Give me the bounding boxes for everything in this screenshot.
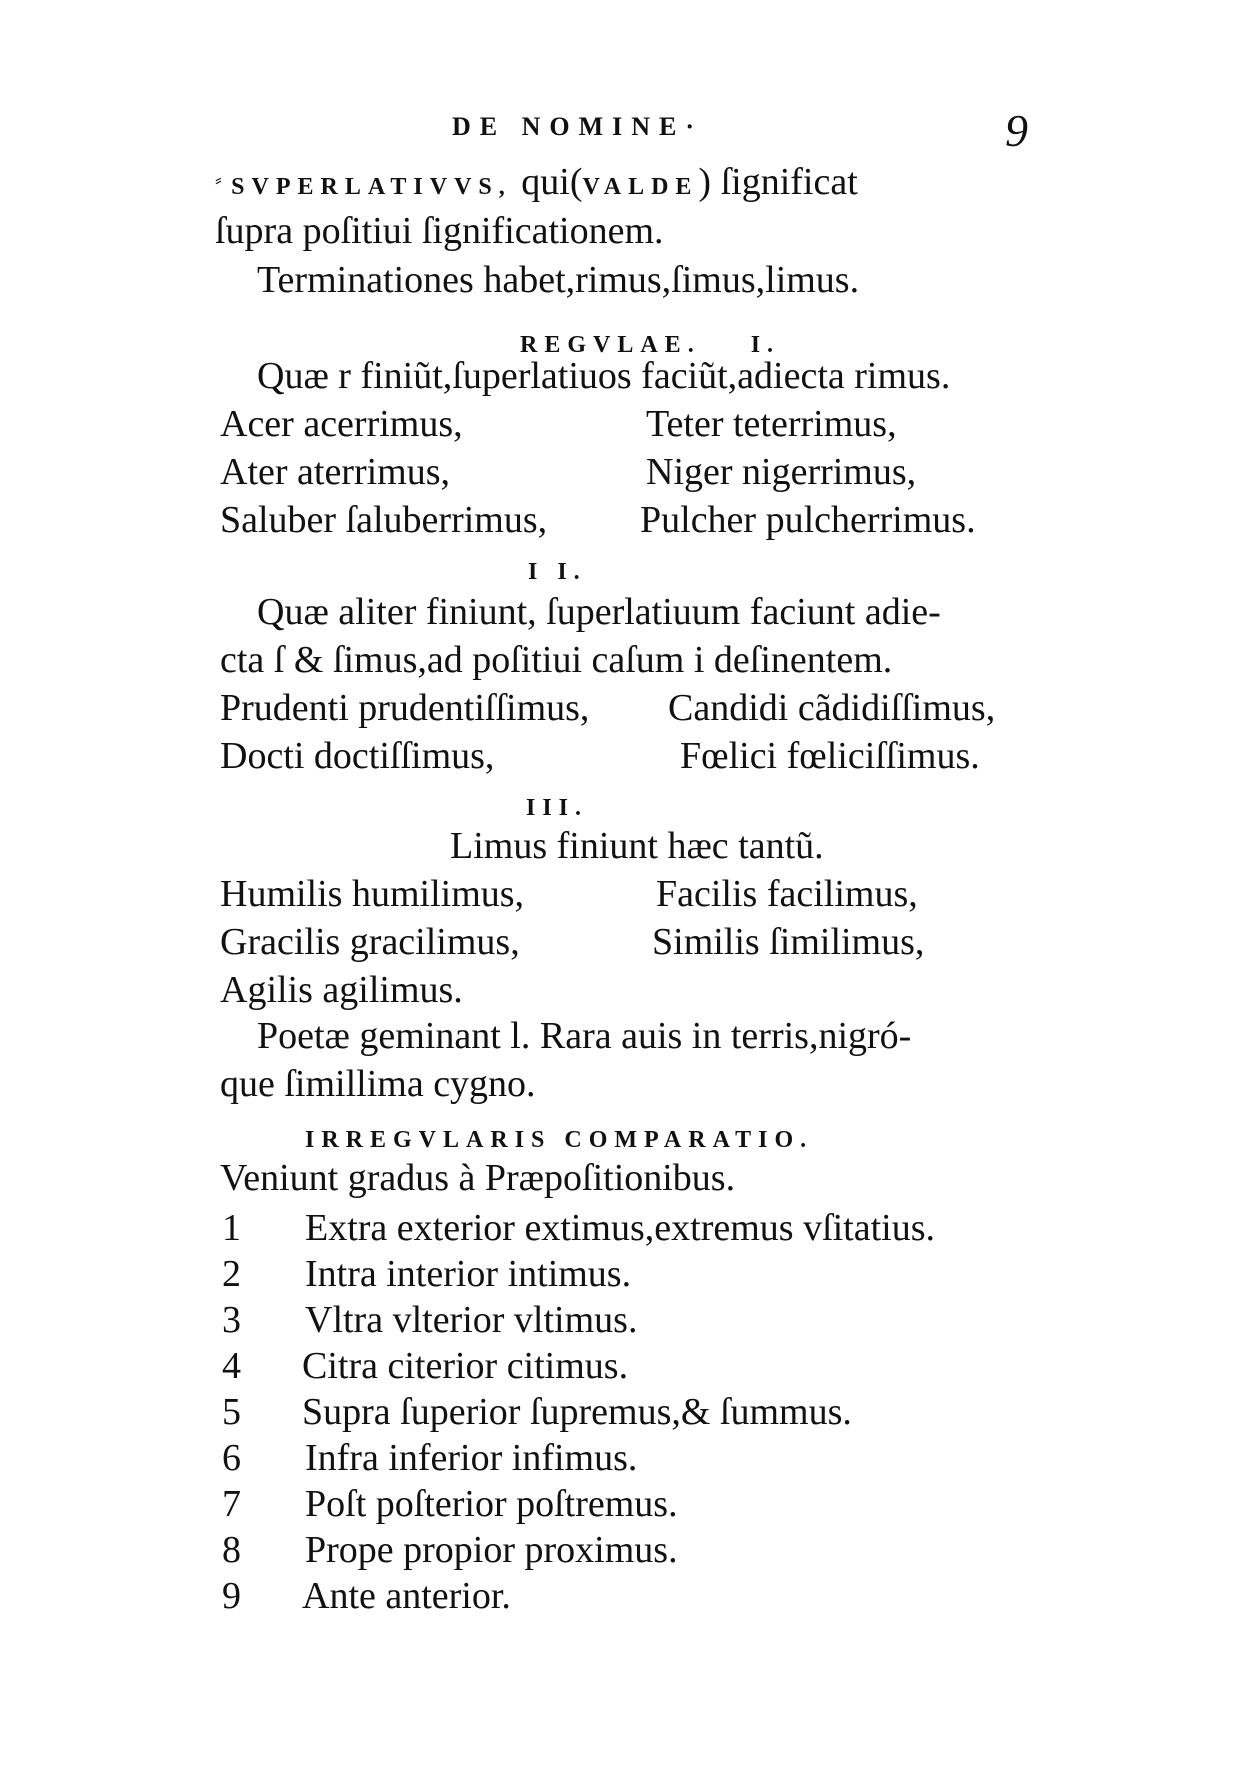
list-number: 5 bbox=[222, 1391, 241, 1433]
list-item: Supra ſuperior ſupremus,& ſummus. bbox=[302, 1391, 852, 1433]
rule-1-example-left: Acer acerrimus, bbox=[220, 403, 463, 445]
rule-2-example-right: Candidi cãdidiſſimus, bbox=[668, 687, 996, 729]
superlative-definition-line-2: ſupra poſitiui ſignificationem. bbox=[215, 210, 664, 252]
rule-2-example-left: Docti doctiſſimus, bbox=[220, 735, 495, 777]
poets-note-line-1: Poetæ geminant l. Rara auis in terris,nigró- bbox=[257, 1015, 912, 1057]
rule-2-text-line-1: Quæ aliter finiunt, ſuperlatiuum faciunt adie- bbox=[257, 591, 941, 633]
rule-1-example-right: Niger nigerrimus, bbox=[646, 451, 917, 493]
list-number: 8 bbox=[222, 1529, 241, 1571]
rule-3-example-right: Facilis facilimus, bbox=[656, 873, 918, 915]
list-item: Citra citerior citimus. bbox=[302, 1345, 629, 1387]
rule-3-example-left: Agilis agilimus. bbox=[220, 969, 463, 1011]
list-item: Infra inferior infimus. bbox=[305, 1437, 638, 1479]
list-item: Vltra vlterior vltimus. bbox=[305, 1299, 638, 1341]
list-item: Prope propior proximus. bbox=[305, 1529, 678, 1571]
irregular-intro: Veniunt gradus à Præpoſitionibus. bbox=[220, 1157, 736, 1199]
superlativus-term: SVPERLATIVVS, bbox=[231, 174, 512, 200]
irregular-heading: IRREGVLARIS COMPARATIO. bbox=[305, 1127, 814, 1153]
rule-3-example-left: Gracilis gracilimus, bbox=[220, 921, 520, 963]
rule-1-heading: REGVLAE. I. bbox=[520, 332, 781, 358]
rule-3-example-left: Humilis humilimus, bbox=[220, 873, 525, 915]
marginal-mark: ⸗ bbox=[215, 169, 222, 191]
rule-1-example-right: Pulcher pulcherrimus. bbox=[640, 499, 976, 541]
superlative-definition-line-1: ⸗ SVPERLATIVVS, qui(VALDE) ſignificat bbox=[215, 161, 858, 203]
rule-2-example-right: Fœlici fœliciſſimus. bbox=[680, 735, 980, 777]
list-number: 1 bbox=[222, 1207, 241, 1249]
rule-3-heading: III. bbox=[526, 795, 589, 821]
rule-2-text-line-2: cta ſ & ſimus,ad poſitiui caſum i deſinentem. bbox=[220, 639, 893, 681]
rule-1-text: Quæ r finiũt,ſuperlatiuos faciũt,adiecta rimus. bbox=[257, 355, 951, 397]
list-item: Poſt poſterior poſtremus. bbox=[305, 1483, 678, 1525]
list-number: 9 bbox=[222, 1575, 241, 1617]
list-number: 7 bbox=[222, 1483, 241, 1525]
terminations-line: Terminationes habet,rimus,ſimus,limus. bbox=[257, 259, 860, 301]
running-title: DE NOMINE· bbox=[452, 112, 704, 141]
list-number: 6 bbox=[222, 1437, 241, 1479]
rule-1-example-left: Ater aterrimus, bbox=[220, 451, 451, 493]
rule-3-example-right: Similis ſimilimus, bbox=[652, 921, 925, 963]
rule-2-example-left: Prudenti prudentiſſimus, bbox=[220, 687, 590, 729]
list-number: 4 bbox=[222, 1345, 241, 1387]
rule-3-text: Limus finiunt hæc tantũ. bbox=[450, 825, 824, 867]
list-item: Intra interior intimus. bbox=[305, 1253, 632, 1295]
poets-note-line-2: que ſimillima cygno. bbox=[220, 1063, 536, 1105]
list-item: Ante anterior. bbox=[302, 1575, 511, 1617]
list-item: Extra exterior extimus,extremus vſitatius. bbox=[305, 1207, 936, 1249]
rule-2-heading: I I. bbox=[528, 559, 587, 585]
rule-1-example-left: Saluber ſaluberrimus, bbox=[220, 499, 548, 541]
page-number: 9 bbox=[1005, 105, 1028, 156]
valde-term: VALDE bbox=[582, 174, 699, 200]
list-number: 2 bbox=[222, 1253, 241, 1295]
list-number: 3 bbox=[222, 1299, 241, 1341]
rule-1-example-right: Teter teterrimus, bbox=[646, 403, 897, 445]
